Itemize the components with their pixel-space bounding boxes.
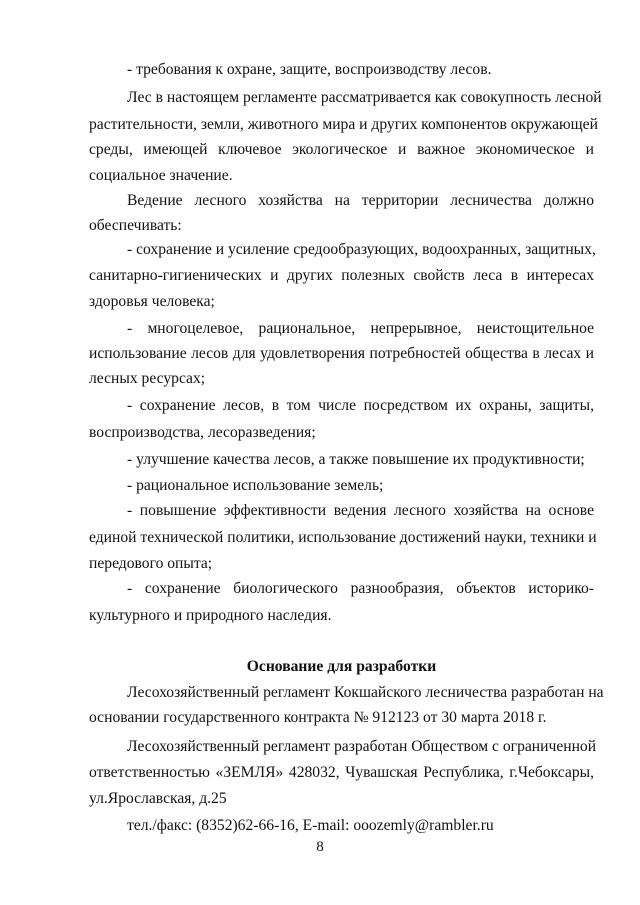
text-line: - сохранение биологического разнообразия, объектов историко- [127, 580, 594, 597]
text-line: Лесохозяйственный регламент Кокшайского лесничества разработан на [127, 684, 604, 701]
text-line: Лес в настоящем регламенте рассматривается как совокупность лесной [127, 89, 602, 106]
text-line: - сохранение и усиление средообразующих, водоохранных, защитных, [127, 241, 596, 258]
text-line: обеспечивать: [89, 217, 182, 234]
text-line: - требования к охране, защите, воспроизводству лесов. [127, 61, 492, 78]
text-line: - многоцелевое, рациональное, непрерывное, неистощительное [127, 320, 594, 337]
text-line: - улучшение качества лесов, а также повышение их продуктивности; [127, 451, 585, 468]
text-line: культурного и природного наследия. [89, 607, 332, 624]
text-line: передового опыта; [89, 555, 213, 572]
text-line: ул.Ярославская, д.25 [89, 790, 227, 807]
text-line: Лесохозяйственный регламент разработан Обществом с ограниченной [127, 738, 597, 755]
text-line: - повышение эффективности ведения лесного хозяйства на основе [127, 502, 594, 519]
text-line: единой технической политики, использование достижений науки, техники и [89, 529, 597, 546]
text-line: лесных ресурсах; [89, 370, 206, 387]
text-line: основании государственного контракта № 912123 от 30 марта 2018 г. [89, 709, 547, 726]
page-number: 8 [316, 839, 324, 855]
text-line: - сохранение лесов, в том числе посредством их охраны, защиты, [127, 397, 594, 414]
text-line: растительности, земли, животного мира и других компонентов окружающей [89, 116, 598, 133]
text-line: социальное значение. [89, 167, 233, 184]
text-line: ответственностью «ЗЕМЛЯ» 428032, Чувашская Республика, г.Чебоксары, [89, 764, 594, 781]
text-line: - рациональное использование земель; [127, 477, 384, 494]
text-line: санитарно-гигиенических и других полезных свойств леса в интересах [89, 267, 594, 284]
text-line: здоровья человека; [89, 293, 215, 310]
text-line: использование лесов для удовлетворения потребностей общества в лесах и [89, 345, 594, 362]
text-line: тел./факс: (8352)62-66-16, E-mail: ooozemly@rambler.ru [127, 817, 494, 834]
section-heading: Основание для разработки [246, 658, 437, 675]
text-line: среды, имеющей ключевое экологическое и важное экономическое и [89, 141, 594, 158]
text-line: Ведение лесного хозяйства на территории лесничества должно [127, 192, 594, 209]
text-line: воспроизводства, лесоразведения; [89, 424, 316, 441]
